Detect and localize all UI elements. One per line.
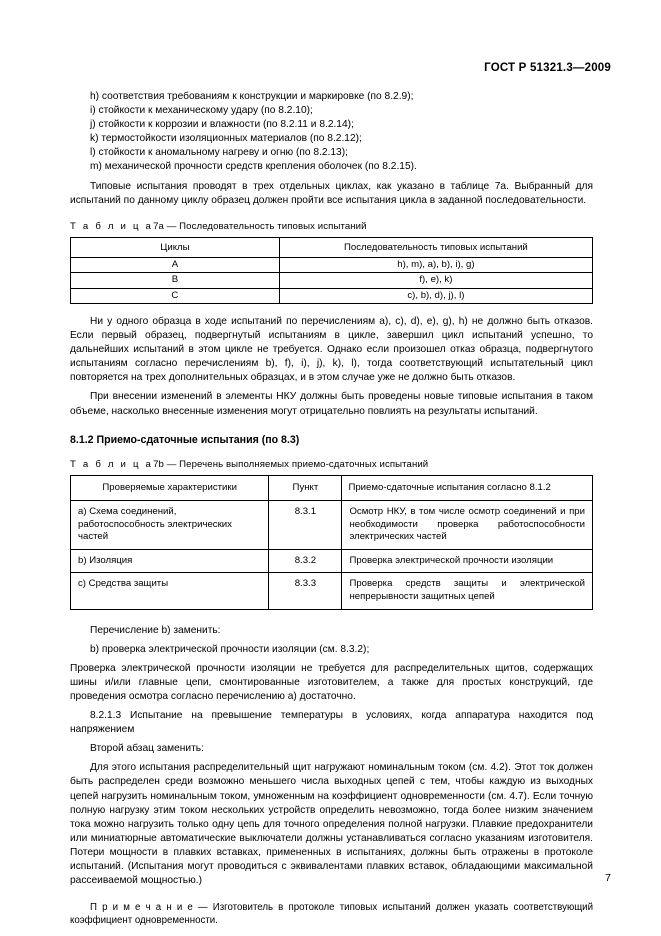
table-7b xyxy=(70,475,593,610)
table-row xyxy=(71,257,593,272)
table-cell: 8.3.2 xyxy=(269,549,342,573)
table-row xyxy=(71,501,593,550)
list-item: h) соответствия требованиям к конструкции и маркировке (по 8.2.9); xyxy=(90,91,414,102)
table-7b-caption xyxy=(70,459,593,470)
table-7a-header-sequence: Последовательность типовых испытаний xyxy=(279,237,592,257)
table-cell: c) Средства защиты xyxy=(71,573,269,609)
table-cell: C xyxy=(71,288,280,303)
table-cell: B xyxy=(71,273,280,288)
paragraph-replace-b: Перечисление b) заменить: xyxy=(90,624,221,636)
table-cell: 8.3.3 xyxy=(269,573,342,609)
table-cell: b) Изоляция xyxy=(71,549,269,573)
table-cell: Осмотр НКУ, в том числе осмотр соединений и при необходимости проверка работоспособности электрических частей xyxy=(342,501,593,550)
table-cell: h), m), a), b), i), g) xyxy=(279,257,592,272)
table-7b-caption-label: Т а б л и ц а xyxy=(70,458,154,470)
table-cell: c), b), d), j), l) xyxy=(279,288,592,303)
list-item: k) термостойкости изоляционных материалов (по 8.2.12); xyxy=(90,133,362,145)
table-7a-header-cycles: Циклы xyxy=(71,237,280,257)
table-row xyxy=(71,273,593,288)
table-cell: Проверка средств защиты и электрической непрерывности защитных цепей xyxy=(342,573,593,609)
table-row xyxy=(71,288,593,303)
clause-heading: 8.1.2 Приемо-сдаточные испытания (по 8.3) xyxy=(70,433,300,446)
table-cell: A xyxy=(71,257,280,272)
table-cell: Проверка электрической прочности изоляции xyxy=(342,549,593,573)
page-header: ГОСТ Р 51321.3—2009 xyxy=(484,62,611,74)
paragraph-replace-second: Второй абзац заменить: xyxy=(90,743,204,755)
table-7b-header-tests: Приемо-сдаточные испытания согласно 8.1.2 xyxy=(342,475,593,500)
table-7b-header-clause: Пункт xyxy=(269,475,342,500)
table-7a-caption xyxy=(70,221,593,232)
table-7b-header-characteristics: Проверяемые характеристики xyxy=(71,475,269,500)
table-7a-caption-label: Т а б л и ц а xyxy=(70,220,154,232)
table-cell: 8.3.1 xyxy=(269,501,342,550)
paragraph-item-b: b) проверка электрической прочности изоляции (см. 8.3.2); xyxy=(90,643,370,655)
paragraph-modifications: При внесении изменений в элементы НКУ должны быть проведены новые типовые испытания в таком объеме, насколько внесенные изменения могут отрицательно повлиять на результаты испытаний. xyxy=(70,391,593,417)
paragraph-no-failures: Ни у одного образца в ходе испытаний по перечислениям а), с), d), e), g), h) не должно быть отказов. Если первый образец, подвергнутый испытаниям в цикле, завершил цикл испытаний успешно, то дальнейших испытаний в этом цикле не требуется. Однако если произошел отказ образца, подвергнутого испытаниям согласно перечислениям b), f), i), j), k), l), тогда соответствующий испытательный цикл повторяется на трех дополнительных образцах, и в этом случае уже не должно быть отказов. xyxy=(70,315,593,384)
table-7a xyxy=(70,237,593,304)
table-7b-caption-text: 7b — Перечень выполняемых приемо-сдаточных испытаний xyxy=(153,458,429,470)
list-item: l) стойкости к аномальному нагреву и огню (по 8.2.13); xyxy=(90,147,348,159)
page-content xyxy=(70,90,593,928)
table-row xyxy=(71,549,593,573)
paragraph-typical-tests: Типовые испытания проводят в трех отдельных циклах, как указано в таблице 7а. Выбранный для испытаний по данному циклу образец должен пройти все испытания цикла в заданной последовательности. xyxy=(70,180,593,206)
table-7a-caption-text: 7а — Последовательность типовых испытаний xyxy=(153,220,367,232)
table-cell: а) Схема соединений, работоспособность электрических частей xyxy=(71,501,269,550)
list-item: m) механической прочности средств крепления оболочек (по 8.2.15). xyxy=(90,161,417,173)
table-header-row xyxy=(71,237,593,257)
paragraph-clause-8213: 8.2.1.3 Испытание на превышение температуры в условиях, когда аппаратура находится под напряжением xyxy=(70,710,593,736)
list-item: i) стойкости к механическому удару (по 8.2.10); xyxy=(90,105,313,117)
table-header-row xyxy=(71,475,593,500)
page-number: 7 xyxy=(605,872,611,884)
note-block: П р и м е ч а н и е — Изготовитель в протоколе типовых испытаний должен указать соответствующий коэффициент одновременности. xyxy=(70,902,593,927)
list-item: j) стойкости к коррозии и влажности (по 8.2.11 и 8.2.14); xyxy=(90,119,354,131)
paragraph-loading-test: Для этого испытания распределительный щит нагружают номинальным током (см. 4.2). Этот ток должен быть распределен среди возможно меньшего числа выходных цепей с тем, чтобы каждую из выходных цепей нагрузить номинальным током, умноженным на коэффициент одновременности (см. 4.7). Если точную полную нагрузку этим током нескольких устройств определить невозможно, тогда более низким значением тока можно нагрузить только одну цепь для точного определения полной нагрузки. Плавкие предохранители или миниатюрные автоматические выключатели должны устанавливаться согласно указаниям изготовителя. Потери мощности в плавких вставках, примененных в испытаниях, должны быть отражены в протоколе испытаний. (Испытания могут проводиться с эквивалентами плавких вставок, обладающими максимальной рассеиваемой мощностью.) xyxy=(70,762,593,887)
paragraph-dielectric-check: Проверка электрической прочности изоляции не требуется для распределительных щитов, содержащих шины и/или главные цепи, смонтированные изготовителем, а также для простых конструкций, где проведения осмотра согласно перечислению а) достаточно. xyxy=(70,662,593,702)
table-row xyxy=(71,573,593,609)
table-cell: f), e), k) xyxy=(279,273,592,288)
